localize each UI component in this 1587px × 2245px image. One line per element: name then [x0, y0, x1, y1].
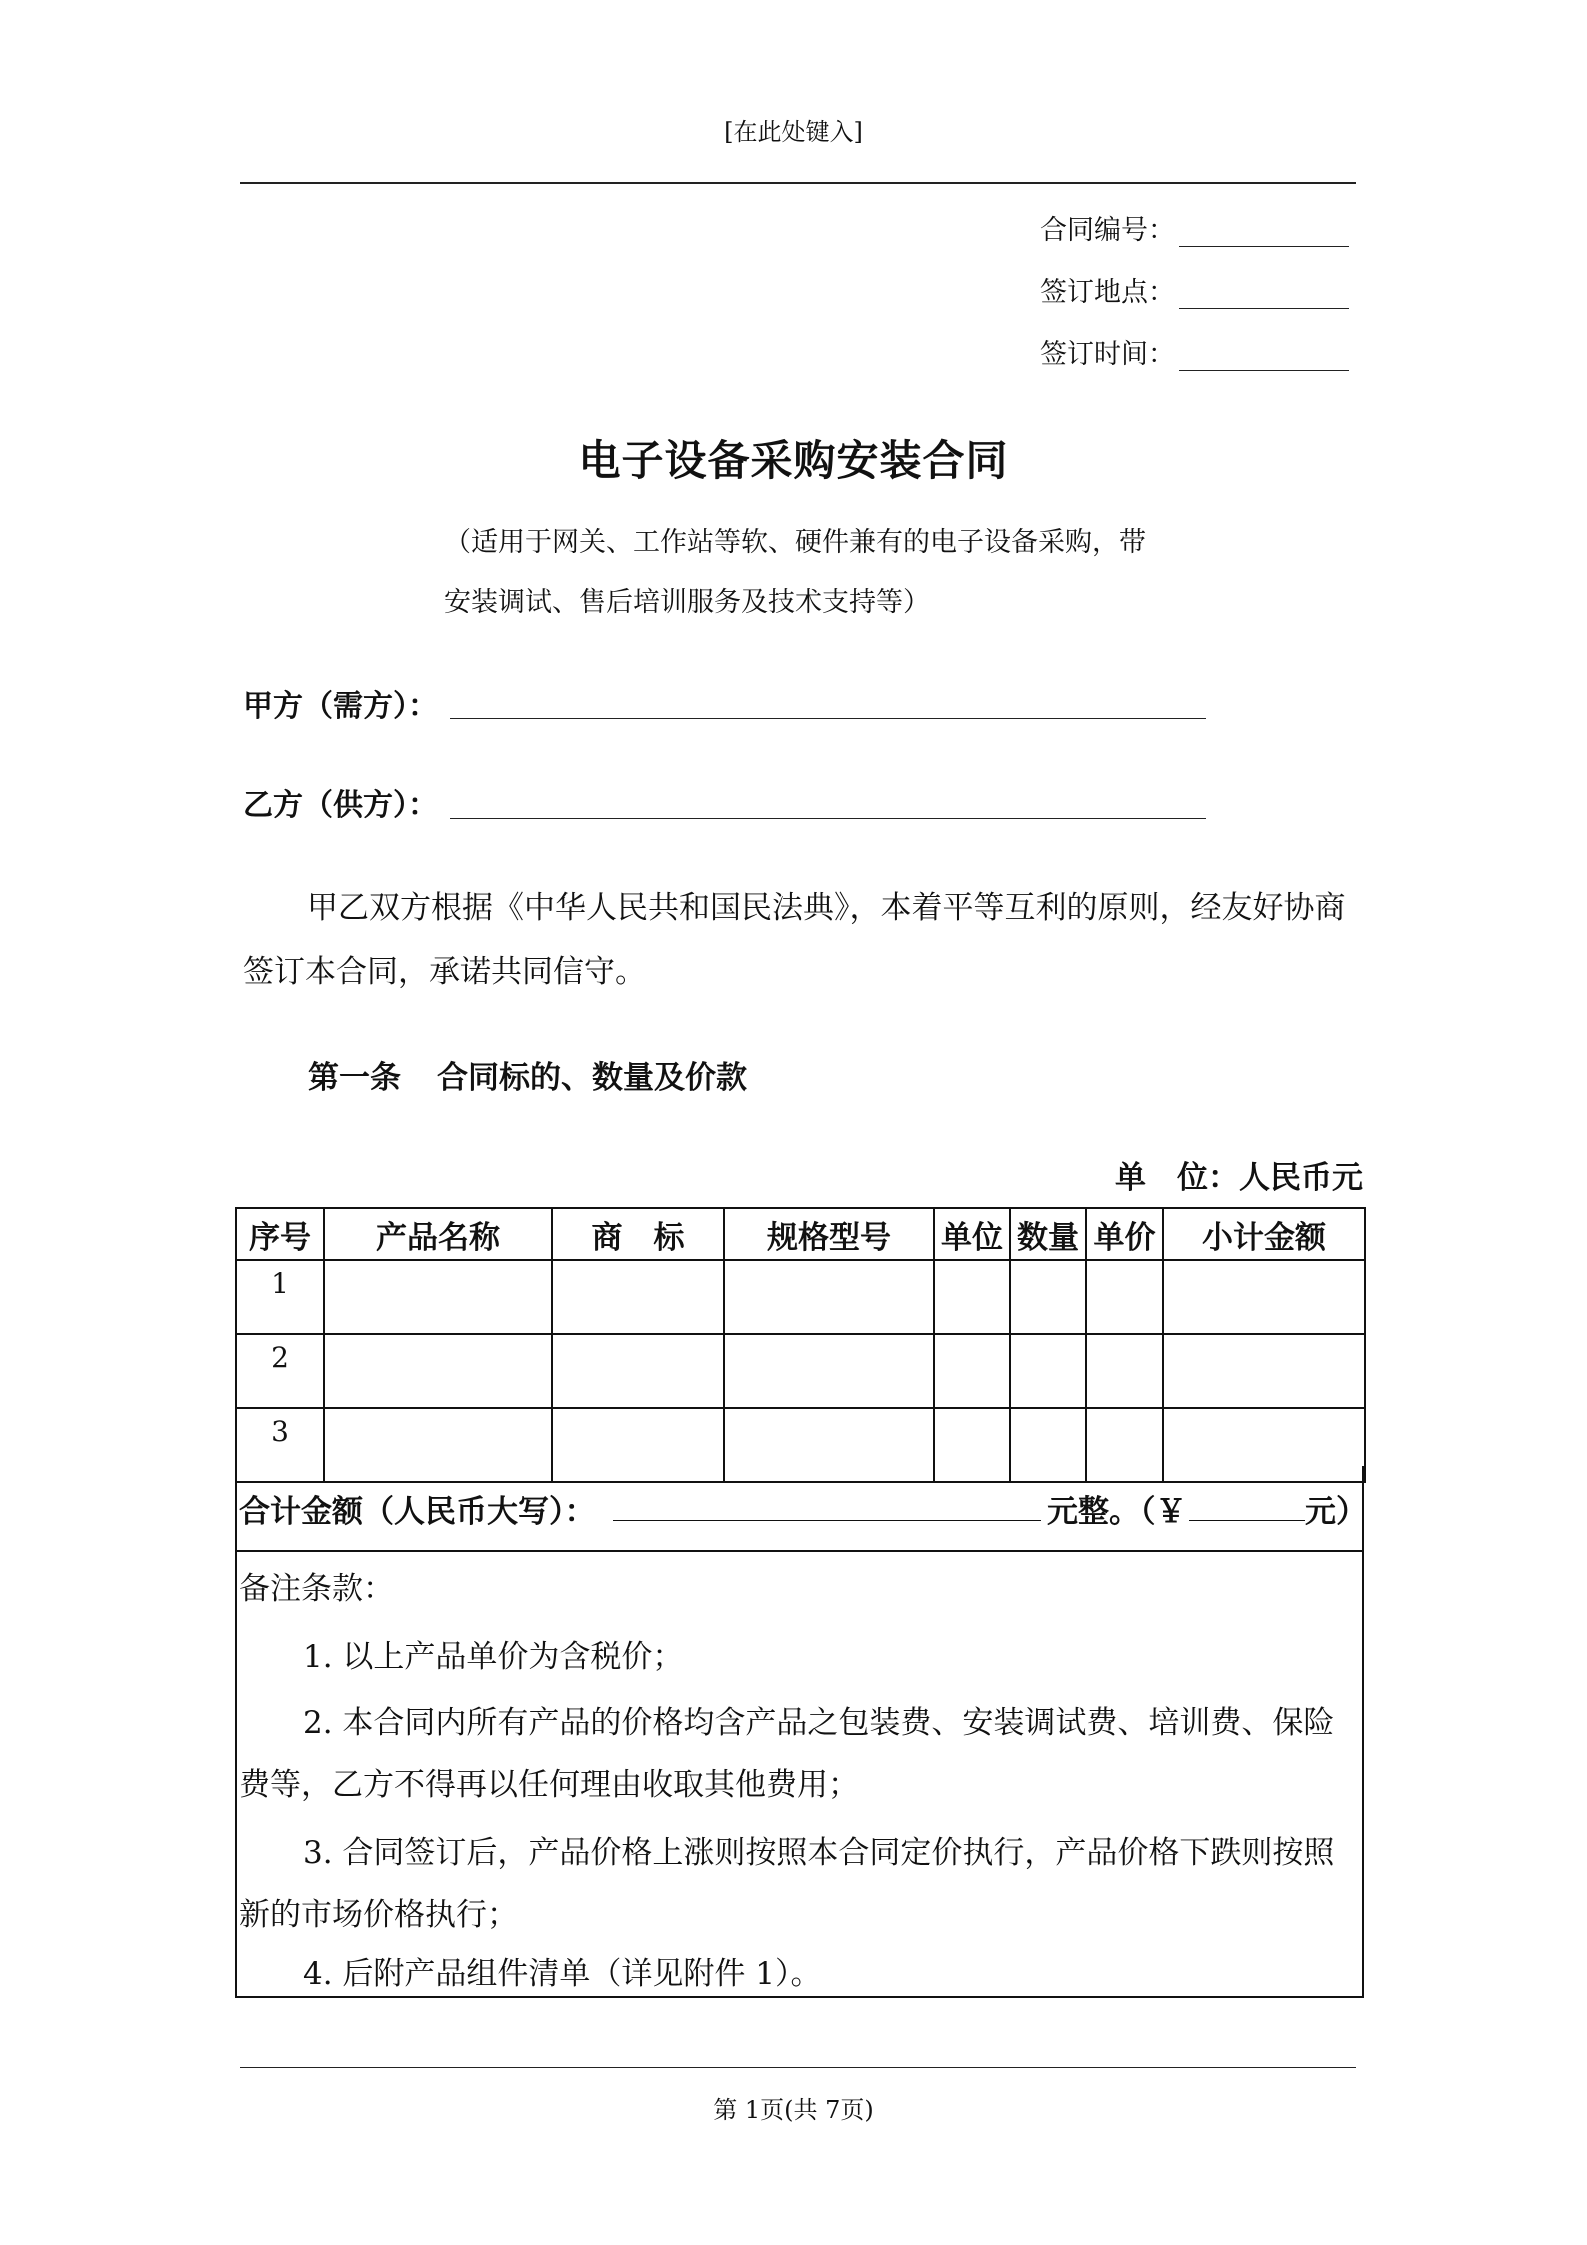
row-number: 1: [236, 1260, 324, 1334]
total-amount-row: [235, 1466, 1367, 1552]
total-amount-figure-blank[interactable]: [1189, 1520, 1305, 1521]
contract-number-field: [1040, 208, 1349, 247]
currency-unit-note: 单 位：人民币元: [1115, 1160, 1363, 1196]
signing-place-field: [1040, 270, 1349, 309]
table-row: [236, 1260, 1365, 1334]
cell-price[interactable]: [1086, 1260, 1163, 1334]
signing-time-field: [1040, 332, 1349, 371]
page-footer: 第 1页(共 7页): [713, 2096, 874, 2124]
party-b-label: 乙方（供方）：: [243, 788, 438, 823]
col-header-product: 产品名称: [324, 1208, 552, 1260]
article-1-title: 合同标的、数量及价款: [437, 1060, 747, 1096]
cell-unit[interactable]: [934, 1260, 1010, 1334]
col-header-model: 规格型号: [724, 1208, 934, 1260]
row-number: 2: [236, 1334, 324, 1408]
remarks-heading: 备注条款：: [239, 1571, 394, 1607]
party-b-blank[interactable]: [450, 818, 1206, 819]
party-b: [243, 780, 438, 824]
cell-brand[interactable]: [552, 1260, 724, 1334]
signing-place-label: 签订地点：: [1040, 277, 1175, 308]
cell-brand[interactable]: [552, 1334, 724, 1408]
signing-time-blank[interactable]: [1179, 344, 1349, 371]
subtitle-line-2: 安装调试、售后培训服务及技术支持等）: [444, 587, 930, 618]
cell-qty[interactable]: [1010, 1334, 1086, 1408]
row-number: 3: [236, 1408, 324, 1482]
remark-item: 1. 以上产品单价为含税价；: [303, 1639, 684, 1675]
party-a-label: 甲方（需方）：: [243, 689, 438, 724]
total-amount-words-blank[interactable]: [613, 1520, 1041, 1521]
col-header-no: 序号: [236, 1208, 324, 1260]
document-title: 电子设备采购安装合同: [578, 436, 1009, 485]
contract-number-label: 合同编号：: [1040, 215, 1175, 246]
col-header-unit: 单位: [934, 1208, 1010, 1260]
remarks-box: [235, 1550, 1364, 1998]
cell-product[interactable]: [324, 1334, 552, 1408]
table-row: [236, 1334, 1365, 1408]
cell-subtotal[interactable]: [1163, 1334, 1365, 1408]
total-amount-mid: 元整。（￥: [1047, 1494, 1187, 1530]
signing-time-label: 签订时间：: [1040, 339, 1175, 370]
article-1-number: 第一条: [308, 1060, 401, 1096]
signing-place-blank[interactable]: [1179, 282, 1349, 309]
remark-item: 4. 后附产品组件清单（详见附件 1）。: [303, 1956, 822, 1992]
footer-rule: [240, 2067, 1356, 2068]
col-header-brand: 商 标: [552, 1208, 724, 1260]
contract-number-blank[interactable]: [1179, 220, 1349, 247]
remark-item: 3. 合同签订后，产品价格上涨则按照本合同定价执行，产品价格下跌则按照新的市场价格执行；: [239, 1835, 1335, 1933]
table-header-row: [236, 1208, 1365, 1260]
page-header: [在此处键入]: [724, 118, 863, 146]
party-a: [243, 681, 438, 725]
article-1-heading: [308, 1052, 747, 1097]
cell-unit[interactable]: [934, 1334, 1010, 1408]
col-header-subtotal: 小计金额: [1163, 1208, 1365, 1260]
party-a-blank[interactable]: [450, 718, 1206, 719]
goods-table: [235, 1207, 1366, 1483]
total-amount-label: 合计金额（人民币大写）：: [239, 1494, 596, 1530]
col-header-qty: 数量: [1010, 1208, 1086, 1260]
cell-qty[interactable]: [1010, 1260, 1086, 1334]
intro-paragraph: 甲乙双方根据《中华人民共和国民法典》，本着平等互利的原则，经友好协商签订本合同，承诺共同信守。: [243, 890, 1346, 990]
cell-model[interactable]: [724, 1260, 934, 1334]
cell-model[interactable]: [724, 1334, 934, 1408]
remark-item: 2. 本合同内所有产品的价格均含产品之包装费、安装调试费、培训费、保险费等，乙方不得再以任何理由收取其他费用；: [239, 1705, 1335, 1803]
cell-subtotal[interactable]: [1163, 1260, 1365, 1334]
col-header-price: 单价: [1086, 1208, 1163, 1260]
cell-product[interactable]: [324, 1260, 552, 1334]
total-amount-end: 元）: [1305, 1494, 1367, 1530]
header-rule: [240, 182, 1356, 184]
subtitle-line-1: （适用于网关、工作站等软、硬件兼有的电子设备采购，带: [444, 527, 1146, 558]
cell-price[interactable]: [1086, 1334, 1163, 1408]
